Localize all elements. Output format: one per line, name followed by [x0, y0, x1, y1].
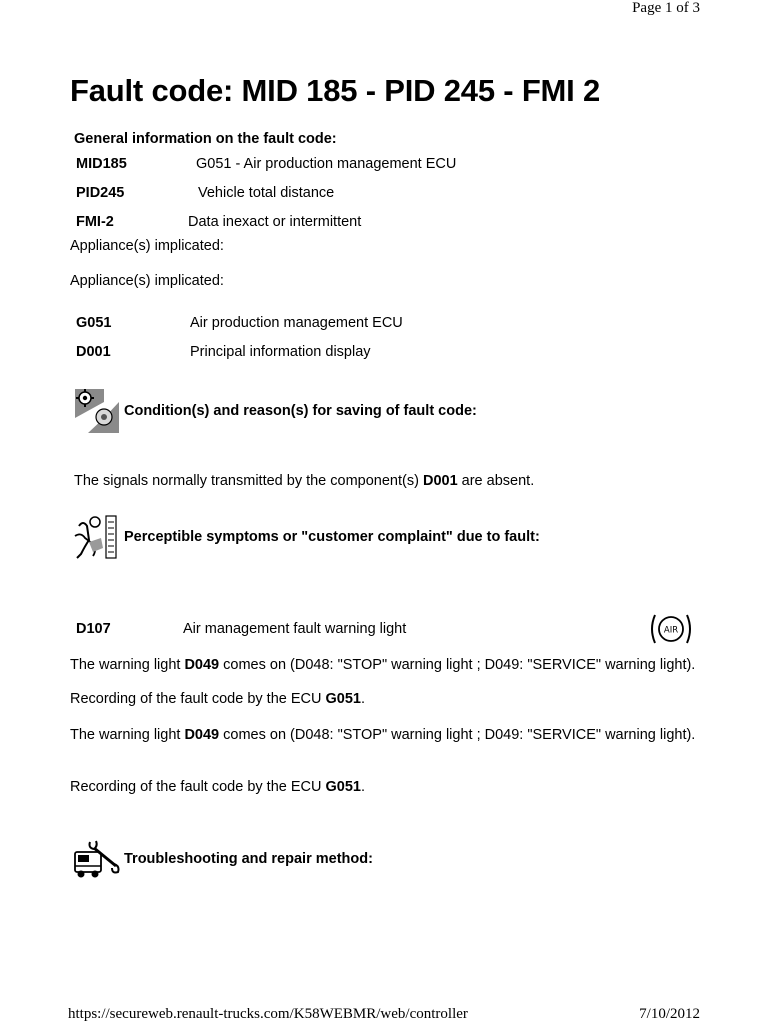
page-title: Fault code: MID 185 - PID 245 - FMI 2	[70, 73, 601, 108]
info-code-mid: MID185	[76, 156, 127, 172]
info-desc-pid: Vehicle total distance	[198, 185, 335, 201]
symptom-paragraph: Recording of the fault code by the ECU G051.	[70, 779, 366, 795]
symptom-paragraph: Recording of the fault code by the ECU G051.	[70, 691, 366, 707]
air-icon-label: AIR	[663, 625, 679, 636]
info-code-fmi: FMI-2	[76, 214, 114, 230]
appliances-label: Appliance(s) implicated:	[70, 273, 224, 289]
symptom-paragraph: The warning light D049 comes on (D048: "STOP" warning light ; D049: "SERVICE" warning light).	[70, 727, 696, 743]
troubleshooting-heading: Troubleshooting and repair method:	[124, 851, 373, 867]
appliances-label: Appliance(s) implicated:	[70, 238, 224, 254]
info-desc-mid: G051 - Air production management ECU	[196, 156, 457, 172]
gears-icon	[74, 388, 120, 434]
appliance-desc-g051: Air production management ECU	[190, 315, 403, 331]
air-warning-light-icon	[648, 611, 694, 647]
warning-code-d107: D107	[76, 621, 111, 637]
warning-desc-d107: Air management fault warning light	[183, 621, 407, 637]
appliance-code-d001: D001	[76, 344, 111, 360]
symptoms-heading: Perceptible symptoms or "customer complaint" due to fault:	[124, 529, 540, 545]
truck-wrench-icon	[72, 836, 120, 880]
driver-dashboard-icon	[73, 514, 119, 560]
info-code-pid: PID245	[76, 185, 125, 201]
appliance-code-g051: G051	[76, 315, 112, 331]
general-info-heading: General information on the fault code:	[74, 131, 337, 147]
footer-url: https://secureweb.renault-trucks.com/K58WEBMR/web/controller	[68, 1006, 468, 1022]
footer-date: 7/10/2012	[639, 1006, 700, 1022]
info-desc-fmi: Data inexact or intermittent	[188, 214, 362, 230]
conditions-heading: Condition(s) and reason(s) for saving of fault code:	[124, 403, 477, 419]
symptom-paragraph: The warning light D049 comes on (D048: "STOP" warning light ; D049: "SERVICE" warning light).	[70, 657, 696, 673]
page-number: Page 1 of 3	[632, 0, 700, 16]
appliance-desc-d001: Principal information display	[190, 344, 371, 360]
conditions-text: The signals normally transmitted by the component(s) D001 are absent.	[74, 473, 535, 489]
